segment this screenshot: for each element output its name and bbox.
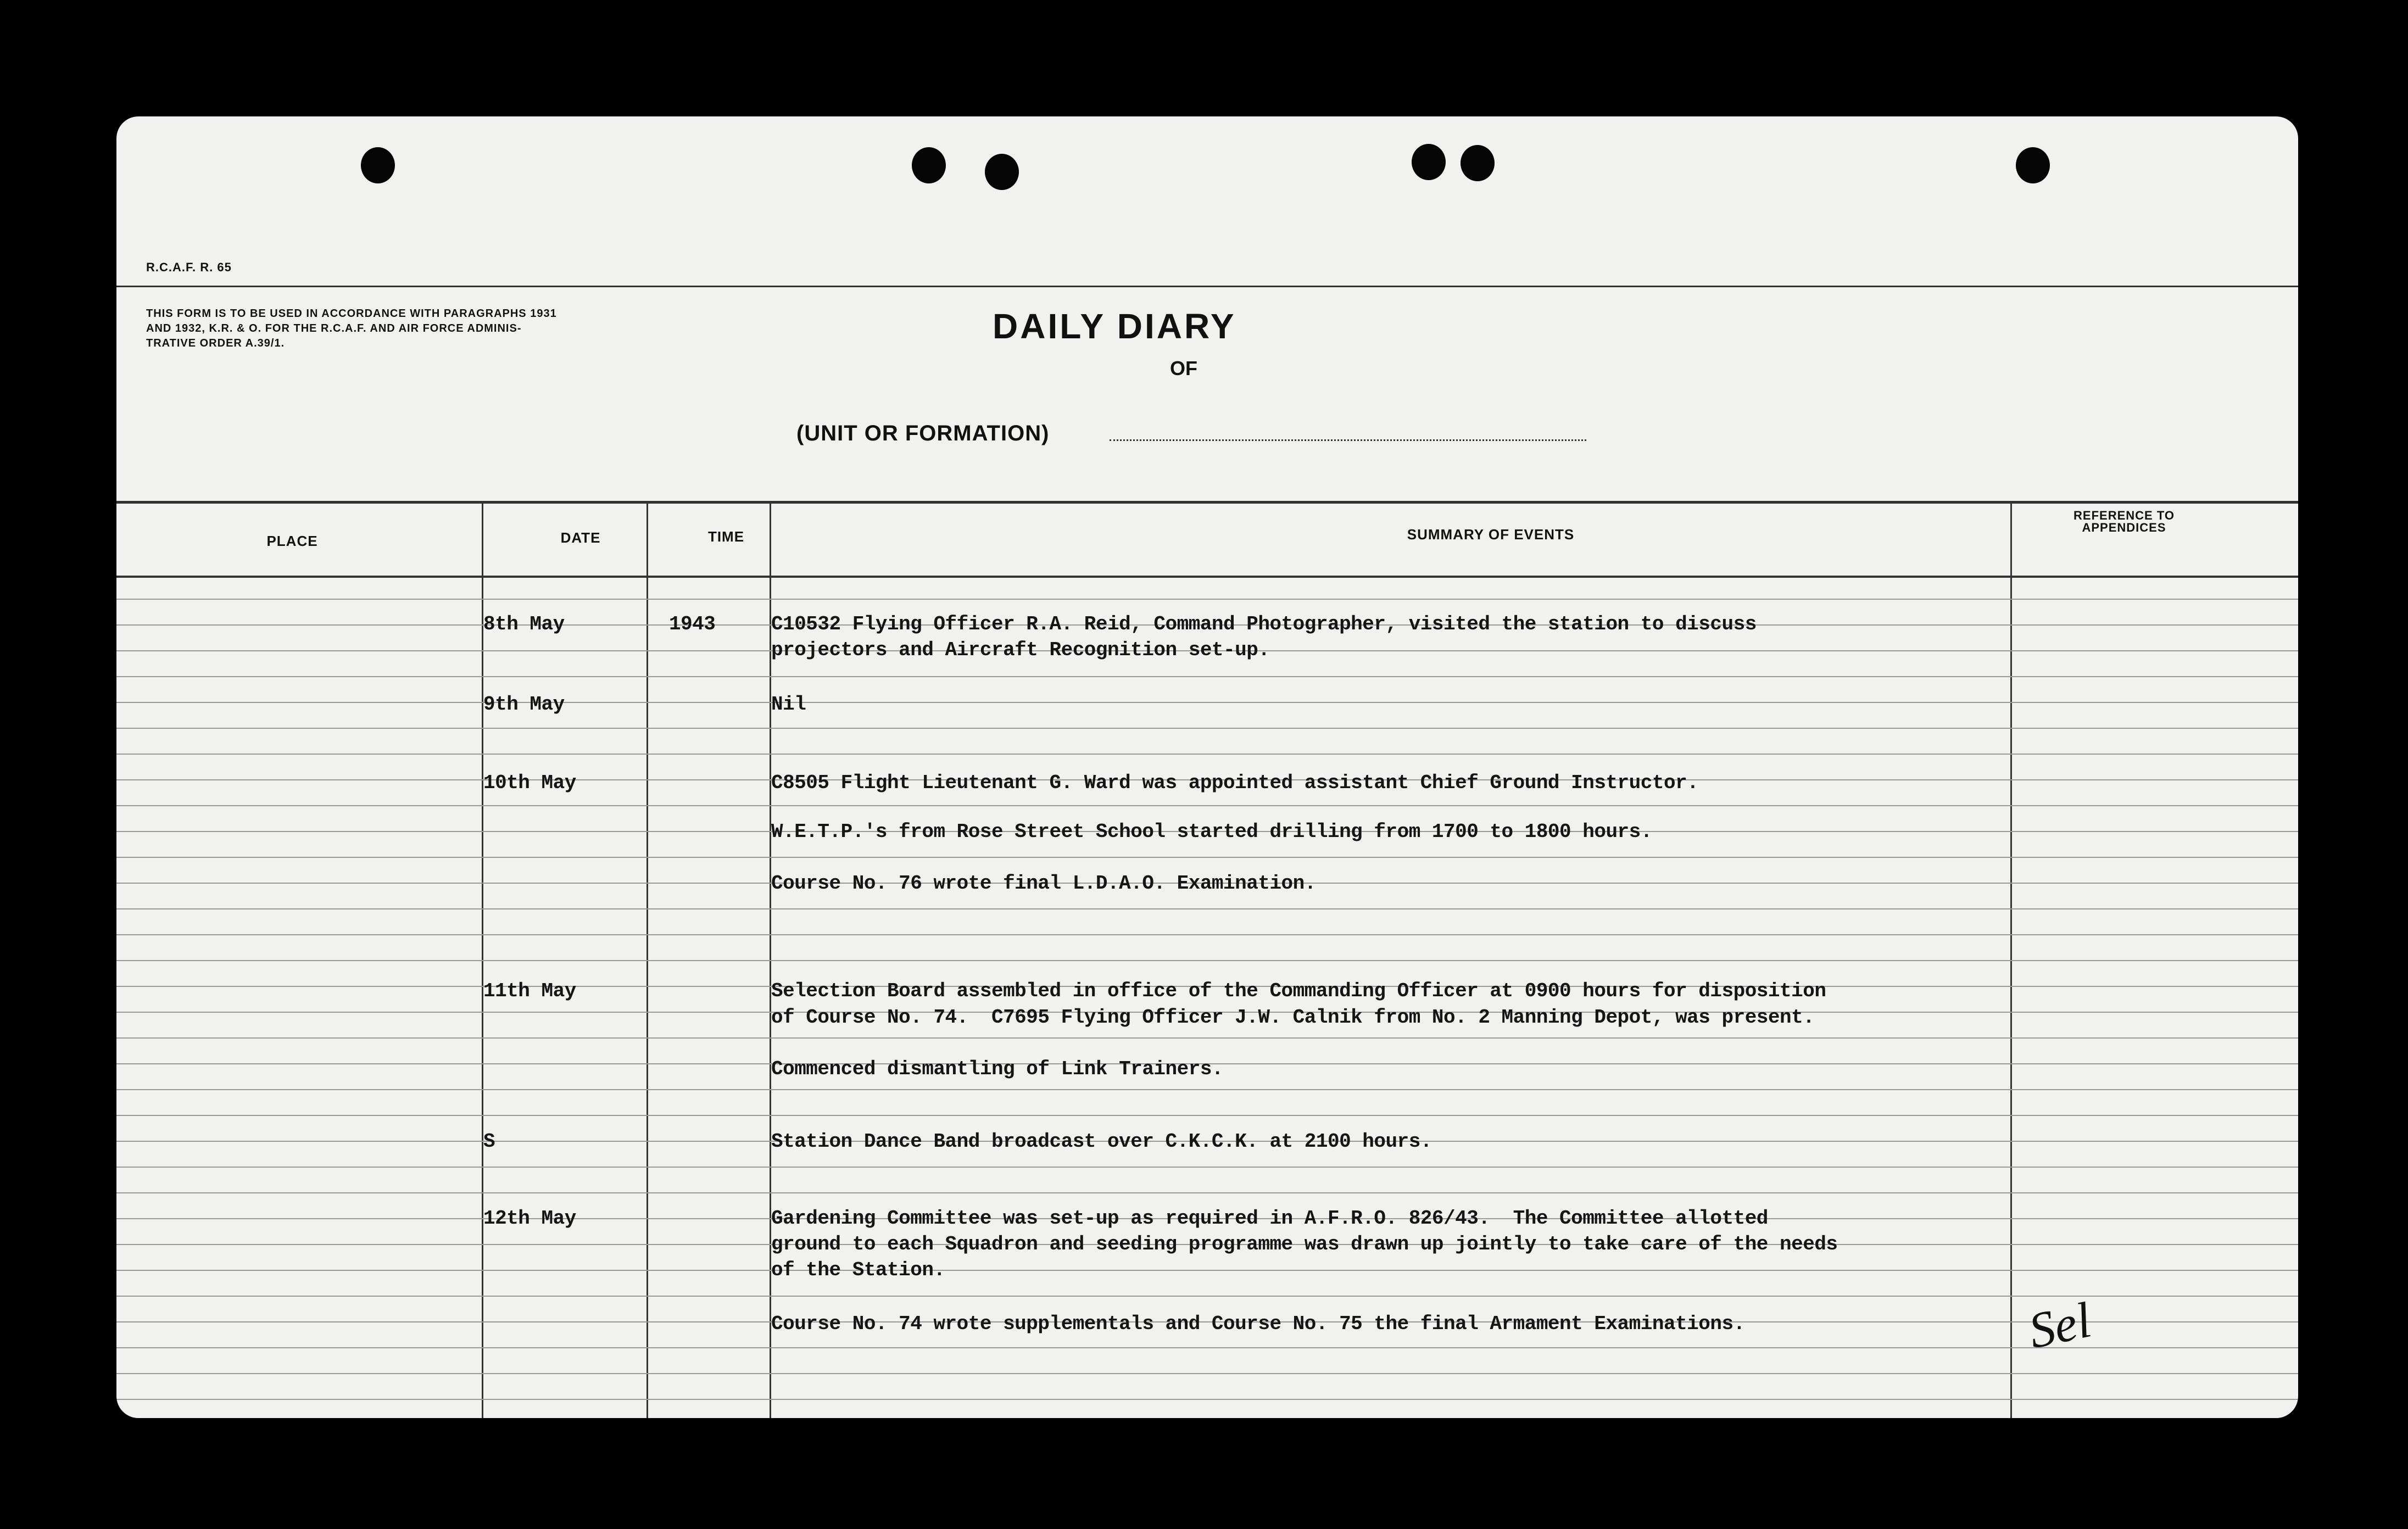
column-divider [646, 501, 648, 1418]
col-header-place: PLACE [266, 533, 318, 549]
ruled-line [116, 1296, 2298, 1297]
summary-line: Selection Board assembled in office of the Commanding Officer at 0900 hours for disposition [771, 980, 1826, 1002]
form-instructions: THIS FORM IS TO BE USED IN ACCORDANCE WITH PARAGRAPHS 1931 AND 1932, K.R. & O. FOR THE R.C.A.F. AND AIR FORCE ADMINIS-TRATIVE ORDER A.39/1. [146, 308, 557, 349]
form-title: DAILY DIARY [993, 306, 1236, 346]
column-divider [2010, 501, 2012, 1418]
col-header-reference: REFERENCE TO APPENDICES [2073, 509, 2175, 534]
summary-line: of Course No. 74. C7695 Flying Officer J.W. Calnik from No. 2 Manning Depot, was present. [771, 1006, 1815, 1029]
summary-line: projectors and Aircraft Recognition set-up. [771, 639, 1270, 661]
ruled-line [116, 702, 2298, 703]
date-cell: 12th May [483, 1207, 576, 1230]
summary-line: Course No. 74 wrote supplementals and Course No. 75 the final Armament Examinations. [771, 1313, 1745, 1335]
col-header-time: TIME [707, 528, 745, 545]
date-cell: 10th May [483, 772, 576, 794]
punch-hole [361, 147, 395, 183]
ruled-line [116, 1373, 2298, 1374]
ruled-line [116, 676, 2298, 677]
date-cell: 9th May [483, 693, 565, 716]
col-header-summary: SUMMARY OF EVENTS [1407, 526, 1575, 543]
summary-line: Course No. 76 wrote final L.D.A.O. Examination. [771, 872, 1316, 895]
ruled-line [116, 1167, 2298, 1168]
diary-page [116, 116, 2298, 1418]
ruled-line [116, 1115, 2298, 1116]
date-cell: S [483, 1130, 495, 1153]
summary-line: C8505 Flight Lieutenant G. Ward was appointed assistant Chief Ground Instructor. [771, 772, 1699, 794]
form-number: R.C.A.F. R. 65 [146, 260, 232, 274]
time-cell: 1943 [669, 613, 716, 635]
ruled-line [116, 1192, 2298, 1193]
ruled-line [116, 960, 2298, 961]
summary-line: ground to each Squadron and seeding programme was drawn up jointly to take care of the needs [771, 1233, 1838, 1255]
ruled-line [116, 754, 2298, 755]
handwritten-initials: Sel [2024, 1291, 2096, 1359]
punch-hole [2016, 147, 2050, 183]
ruled-line [116, 1089, 2298, 1090]
summary-line: Commenced dismantling of Link Trainers. [771, 1058, 1224, 1080]
summary-line: Station Dance Band broadcast over C.K.C.K. at 2100 hours. [771, 1130, 1432, 1153]
ruled-line [116, 1270, 2298, 1271]
summary-line: C10532 Flying Officer R.A. Reid, Command Photographer, visited the station to discuss [771, 613, 1757, 635]
table-top-rule [116, 501, 2298, 504]
ruled-line [116, 1347, 2298, 1348]
date-cell: 8th May [483, 613, 565, 635]
summary-line: Gardening Committee was set-up as required in A.F.R.O. 826/43. The Committee allotted [771, 1207, 1768, 1230]
ruled-line [116, 857, 2298, 858]
form-title-of: OF [1170, 357, 1197, 380]
col-header-date: DATE [560, 529, 601, 546]
ruled-line [116, 728, 2298, 729]
column-divider [482, 501, 483, 1418]
ruled-line [116, 934, 2298, 935]
unit-label: (UNIT OR FORMATION) [796, 421, 1050, 445]
ruled-line [116, 805, 2298, 806]
ruled-line [116, 1399, 2298, 1400]
header-bottom-rule [116, 576, 2298, 578]
ruled-line [116, 599, 2298, 600]
summary-line: W.E.T.P.'s from Rose Street School started drilling from 1700 to 1800 hours. [771, 821, 1652, 843]
summary-line: Nil [771, 693, 806, 716]
header-top-rule [116, 286, 2298, 287]
summary-line: of the Station. [771, 1259, 945, 1281]
punch-hole [1461, 145, 1495, 181]
ruled-line [116, 908, 2298, 909]
punch-hole [985, 154, 1019, 190]
unit-fill-line [1110, 439, 1586, 441]
ruled-line [116, 1037, 2298, 1039]
punch-hole [912, 147, 946, 183]
punch-hole [1412, 144, 1446, 180]
date-cell: 11th May [483, 980, 576, 1002]
